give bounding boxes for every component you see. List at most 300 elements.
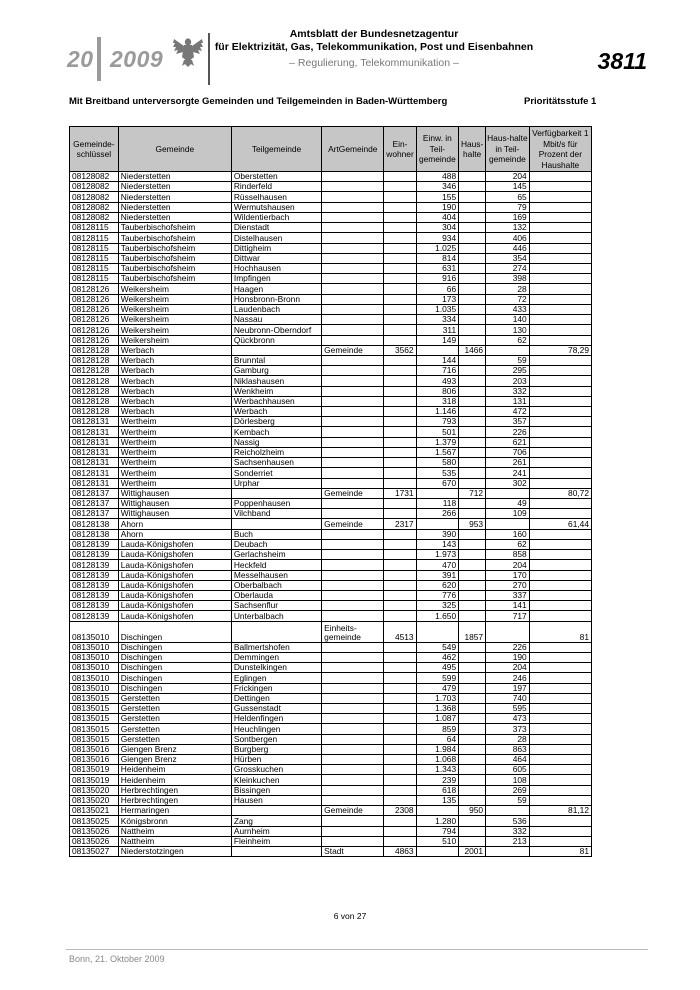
col-header-district-households: Haus-halte in Teil-gemeinde [486, 127, 530, 172]
cell-availability [529, 673, 591, 683]
municipality-table [69, 126, 592, 857]
footer-divider [66, 949, 648, 950]
cell-households [459, 744, 486, 754]
cell-availability [529, 202, 591, 212]
cell-type [322, 192, 384, 202]
cell-district-residents: 325 [416, 601, 459, 611]
cell-district: Niklashausen [231, 376, 321, 386]
cell-district-households: 354 [486, 253, 530, 263]
cell-municipality: Wittighausen [118, 509, 231, 519]
table-row [70, 642, 592, 652]
cell-district-residents: 66 [416, 284, 459, 294]
cell-availability [529, 734, 591, 744]
cell-district: Rinderfeld [231, 182, 321, 192]
cell-availability [529, 785, 591, 795]
cell-district [231, 519, 321, 529]
cell-households [459, 233, 486, 243]
cell-district-households: 72 [486, 294, 530, 304]
cell-residents [384, 355, 416, 365]
table-row [70, 335, 592, 345]
cell-availability [529, 468, 591, 478]
cell-key: 08128128 [70, 386, 119, 396]
cell-households [459, 775, 486, 785]
cell-district-households: 621 [486, 437, 530, 447]
col-header-residents: Ein-wohner [384, 127, 416, 172]
cell-households [459, 734, 486, 744]
cell-availability [529, 693, 591, 703]
cell-key: 08128128 [70, 366, 119, 376]
cell-district: Burgberg [231, 744, 321, 754]
cell-availability [529, 642, 591, 652]
cell-households [459, 427, 486, 437]
cell-district-residents: 135 [416, 795, 459, 805]
cell-district-residents: 390 [416, 529, 459, 539]
cell-municipality: Weikersheim [118, 294, 231, 304]
cell-district-households [486, 847, 530, 857]
cell-district-households: 197 [486, 683, 530, 693]
cell-district-households: 203 [486, 376, 530, 386]
cell-district: Messelhausen [231, 570, 321, 580]
cell-availability [529, 509, 591, 519]
cell-key: 08128126 [70, 315, 119, 325]
cell-district: Demmingen [231, 652, 321, 662]
cell-key: 08128131 [70, 417, 119, 427]
cell-households [459, 826, 486, 836]
cell-municipality: Tauberbischofsheim [118, 243, 231, 253]
cell-residents: 2317 [384, 519, 416, 529]
cell-district-residents: 934 [416, 233, 459, 243]
cell-key: 08135021 [70, 806, 119, 816]
cell-district-households: 269 [486, 785, 530, 795]
cell-households [459, 294, 486, 304]
cell-municipality: Niederstetten [118, 202, 231, 212]
cell-district-households: 140 [486, 315, 530, 325]
cell-type [322, 714, 384, 724]
cell-key: 08128115 [70, 243, 119, 253]
cell-type: Einheits-gemeinde [322, 621, 384, 642]
cell-residents [384, 468, 416, 478]
cell-type [322, 836, 384, 846]
table-row [70, 509, 592, 519]
cell-households [459, 611, 486, 621]
cell-households [459, 795, 486, 805]
cell-district: Oberstetten [231, 172, 321, 182]
col-header-municipality: Gemeinde [118, 127, 231, 172]
table-row [70, 663, 592, 673]
cell-district-households: 109 [486, 509, 530, 519]
cell-district-residents: 155 [416, 192, 459, 202]
cell-type [322, 202, 384, 212]
cell-municipality: Werbach [118, 366, 231, 376]
cell-district-households [486, 345, 530, 355]
cell-key: 08135010 [70, 652, 119, 662]
cell-district-residents: 1.087 [416, 714, 459, 724]
cell-district: Buch [231, 529, 321, 539]
cell-households [459, 284, 486, 294]
cell-type [322, 816, 384, 826]
cell-municipality: Niederstotzingen [118, 847, 231, 857]
page-number: 3811 [597, 48, 647, 74]
cell-district-residents: 618 [416, 785, 459, 795]
cell-district: Wermutshausen [231, 202, 321, 212]
cell-municipality: Tauberbischofsheim [118, 263, 231, 273]
cell-district: Deubach [231, 539, 321, 549]
cell-district-residents: 404 [416, 212, 459, 222]
cell-key: 08128115 [70, 274, 119, 284]
cell-households [459, 366, 486, 376]
cell-type [322, 744, 384, 754]
cell-municipality: Niederstetten [118, 172, 231, 182]
cell-households [459, 724, 486, 734]
cell-key: 08128131 [70, 458, 119, 468]
cell-households [459, 437, 486, 447]
cell-district: Brunntal [231, 355, 321, 365]
cell-residents [384, 263, 416, 273]
logo-divider [208, 33, 210, 85]
cell-type [322, 755, 384, 765]
cell-type [322, 172, 384, 182]
cell-type: Stadt [322, 847, 384, 857]
cell-district-residents [416, 621, 459, 642]
cell-municipality: Gerstetten [118, 734, 231, 744]
cell-households: 950 [459, 806, 486, 816]
cell-district-residents: 173 [416, 294, 459, 304]
cell-availability [529, 663, 591, 673]
cell-district-households: 131 [486, 396, 530, 406]
cell-district-households: 717 [486, 611, 530, 621]
cell-residents [384, 755, 416, 765]
cell-municipality: Ahorn [118, 519, 231, 529]
cell-residents [384, 836, 416, 846]
cell-residents [384, 590, 416, 600]
table-body [70, 172, 592, 857]
cell-key: 08135016 [70, 755, 119, 765]
cell-key: 08135016 [70, 744, 119, 754]
cell-households [459, 447, 486, 457]
cell-availability [529, 427, 591, 437]
table-row [70, 386, 592, 396]
cell-district-households: 536 [486, 816, 530, 826]
cell-municipality: Dischingen [118, 663, 231, 673]
cell-district-households: 464 [486, 755, 530, 765]
cell-district [231, 847, 321, 857]
cell-residents [384, 325, 416, 335]
cell-type [322, 580, 384, 590]
cell-key: 08135019 [70, 775, 119, 785]
cell-district: Neubronn-Oberndorf [231, 325, 321, 335]
cell-availability [529, 274, 591, 284]
cell-district-households: 337 [486, 590, 530, 600]
cell-district: Fleinheim [231, 836, 321, 846]
cell-residents [384, 223, 416, 233]
cell-district-households: 65 [486, 192, 530, 202]
cell-availability [529, 458, 591, 468]
cell-residents [384, 182, 416, 192]
table-row [70, 499, 592, 509]
cell-availability [529, 570, 591, 580]
cell-residents [384, 427, 416, 437]
cell-district: Werbachhausen [231, 396, 321, 406]
cell-district-households: 226 [486, 642, 530, 652]
cell-availability [529, 417, 591, 427]
cell-type [322, 765, 384, 775]
cell-households: 1466 [459, 345, 486, 355]
cell-type [322, 325, 384, 335]
cell-district: Oberlauda [231, 590, 321, 600]
cell-key: 08128139 [70, 580, 119, 590]
cell-district: Bissingen [231, 785, 321, 795]
cell-residents [384, 714, 416, 724]
cell-residents [384, 335, 416, 345]
table-row [70, 192, 592, 202]
col-header-households: Haus-halte [459, 127, 486, 172]
table-row [70, 345, 592, 355]
gazette-title [214, 28, 534, 54]
cell-district-residents: 64 [416, 734, 459, 744]
cell-district-residents [416, 488, 459, 498]
cell-type: Gemeinde [322, 488, 384, 498]
cell-municipality: Werbach [118, 345, 231, 355]
table-row [70, 172, 592, 182]
cell-district: Gussenstadt [231, 703, 321, 713]
cell-district-households: 141 [486, 601, 530, 611]
cell-availability [529, 263, 591, 273]
cell-district: Ballmertshofen [231, 642, 321, 652]
cell-municipality: Werbach [118, 407, 231, 417]
cell-municipality: Herbrechtingen [118, 785, 231, 795]
cell-type [322, 212, 384, 222]
cell-availability [529, 243, 591, 253]
cell-type [322, 304, 384, 314]
cell-district: Sachsenhausen [231, 458, 321, 468]
cell-availability [529, 212, 591, 222]
cell-key: 08128131 [70, 478, 119, 488]
cell-district-households: 28 [486, 284, 530, 294]
cell-type [322, 590, 384, 600]
cell-district-households: 190 [486, 652, 530, 662]
table-row [70, 253, 592, 263]
cell-type [322, 529, 384, 539]
cell-households [459, 836, 486, 846]
cell-households [459, 263, 486, 273]
cell-type [322, 775, 384, 785]
cell-key: 08128115 [70, 223, 119, 233]
cell-district: Dienstadt [231, 223, 321, 233]
cell-households [459, 560, 486, 570]
cell-municipality: Lauda-Königshofen [118, 560, 231, 570]
cell-municipality: Dischingen [118, 683, 231, 693]
cell-households [459, 458, 486, 468]
cell-district-households: 79 [486, 202, 530, 212]
cell-municipality: Wertheim [118, 417, 231, 427]
table-row [70, 274, 592, 284]
cell-municipality: Werbach [118, 386, 231, 396]
cell-residents [384, 386, 416, 396]
cell-availability: 81 [529, 621, 591, 642]
cell-type [322, 570, 384, 580]
cell-key: 08128128 [70, 355, 119, 365]
cell-district-residents: 1.343 [416, 765, 459, 775]
cell-households [459, 785, 486, 795]
cell-district-households: 130 [486, 325, 530, 335]
cell-availability [529, 284, 591, 294]
cell-district-households: 398 [486, 274, 530, 284]
table-row [70, 734, 592, 744]
cell-district: Dittwar [231, 253, 321, 263]
cell-district-residents: 479 [416, 683, 459, 693]
cell-municipality: Gerstetten [118, 724, 231, 734]
cell-district: Kembach [231, 427, 321, 437]
cell-key: 08128128 [70, 396, 119, 406]
cell-district-residents: 793 [416, 417, 459, 427]
cell-residents [384, 570, 416, 580]
cell-district-residents: 334 [416, 315, 459, 325]
cell-residents [384, 539, 416, 549]
cell-district-households: 108 [486, 775, 530, 785]
cell-availability [529, 744, 591, 754]
cell-residents [384, 253, 416, 263]
cell-availability [529, 560, 591, 570]
cell-type [322, 509, 384, 519]
gazette-title-line2: für Elektrizität, Gas, Telekommunikation, Post und Eisenbahnen [214, 41, 534, 53]
cell-key: 08135010 [70, 621, 119, 642]
cell-district [231, 806, 321, 816]
cell-district-residents: 806 [416, 386, 459, 396]
cell-municipality: Nattheim [118, 836, 231, 846]
cell-district-residents: 510 [416, 836, 459, 846]
cell-residents [384, 478, 416, 488]
cell-availability: 61,44 [529, 519, 591, 529]
cell-key: 08128139 [70, 611, 119, 621]
cell-municipality: Wertheim [118, 447, 231, 457]
cell-municipality: Weikersheim [118, 315, 231, 325]
cell-key: 08128139 [70, 601, 119, 611]
cell-municipality: Weikersheim [118, 335, 231, 345]
cell-type [322, 447, 384, 457]
cell-availability [529, 580, 591, 590]
cell-district-residents: 1.379 [416, 437, 459, 447]
table-row [70, 724, 592, 734]
cell-district-households: 241 [486, 468, 530, 478]
cell-type [322, 826, 384, 836]
cell-district-residents [416, 806, 459, 816]
cell-district-residents: 1.973 [416, 550, 459, 560]
cell-key: 08128139 [70, 550, 119, 560]
cell-availability [529, 836, 591, 846]
cell-municipality: Werbach [118, 355, 231, 365]
cell-district: Dörlesberg [231, 417, 321, 427]
cell-residents [384, 529, 416, 539]
cell-availability [529, 724, 591, 734]
cell-availability: 81 [529, 847, 591, 857]
cell-district-households: 302 [486, 478, 530, 488]
cell-availability [529, 172, 591, 182]
table-row [70, 590, 592, 600]
cell-key: 08135015 [70, 703, 119, 713]
cell-key: 08135010 [70, 642, 119, 652]
cell-municipality: Dischingen [118, 621, 231, 642]
document-title: Mit Breitband unterversorgte Gemeinden und Teilgemeinden in Baden-Württemberg [69, 96, 448, 107]
cell-municipality: Dischingen [118, 673, 231, 683]
cell-district-residents: 1.025 [416, 243, 459, 253]
cell-district: Hochhausen [231, 263, 321, 273]
cell-district: Frickingen [231, 683, 321, 693]
table-row [70, 683, 592, 693]
cell-type [322, 683, 384, 693]
cell-district-residents: 495 [416, 663, 459, 673]
cell-district: Dunstelkingen [231, 663, 321, 673]
cell-availability [529, 355, 591, 365]
cell-availability [529, 816, 591, 826]
cell-district-households: 169 [486, 212, 530, 222]
cell-residents [384, 499, 416, 509]
cell-residents [384, 172, 416, 182]
table-header-row [70, 127, 592, 172]
cell-households [459, 590, 486, 600]
cell-residents [384, 775, 416, 785]
cell-district: Sachsenflur [231, 601, 321, 611]
cell-households: 953 [459, 519, 486, 529]
cell-district-households: 132 [486, 223, 530, 233]
cell-households [459, 693, 486, 703]
table-row [70, 366, 592, 376]
cell-households [459, 529, 486, 539]
cell-key: 08128137 [70, 499, 119, 509]
cell-district-households: 213 [486, 836, 530, 846]
cell-district-residents: 670 [416, 478, 459, 488]
gazette-title-line1: Amtsblatt der Bundesnetzagentur [289, 28, 459, 40]
cell-district-residents: 391 [416, 570, 459, 580]
cell-type [322, 785, 384, 795]
cell-households [459, 223, 486, 233]
table-row [70, 376, 592, 386]
cell-availability [529, 294, 591, 304]
cell-households [459, 192, 486, 202]
cell-availability [529, 775, 591, 785]
cell-district-households: 740 [486, 693, 530, 703]
cell-type [322, 315, 384, 325]
cell-district-households: 706 [486, 447, 530, 457]
cell-municipality: Wertheim [118, 468, 231, 478]
cell-municipality: Wertheim [118, 458, 231, 468]
cell-residents [384, 437, 416, 447]
cell-households [459, 755, 486, 765]
cell-availability [529, 765, 591, 775]
cell-residents [384, 560, 416, 570]
col-header-key: Gemeinde-schlüssel [70, 127, 119, 172]
cell-district-residents: 535 [416, 468, 459, 478]
cell-type [322, 795, 384, 805]
cell-district-households: 605 [486, 765, 530, 775]
cell-households [459, 202, 486, 212]
cell-key: 08135015 [70, 714, 119, 724]
cell-district-households: 226 [486, 427, 530, 437]
table-row [70, 182, 592, 192]
cell-municipality: Gerstetten [118, 693, 231, 703]
cell-municipality: Gerstetten [118, 703, 231, 713]
cell-residents [384, 407, 416, 417]
cell-district-households: 62 [486, 539, 530, 549]
table-row [70, 488, 592, 498]
cell-district: Kleinkuchen [231, 775, 321, 785]
cell-district-residents: 493 [416, 376, 459, 386]
cell-district-households: 295 [486, 366, 530, 376]
cell-district: Gamburg [231, 366, 321, 376]
cell-municipality: Wertheim [118, 437, 231, 447]
cell-district-residents [416, 519, 459, 529]
cell-key: 08128139 [70, 570, 119, 580]
table-row [70, 407, 592, 417]
